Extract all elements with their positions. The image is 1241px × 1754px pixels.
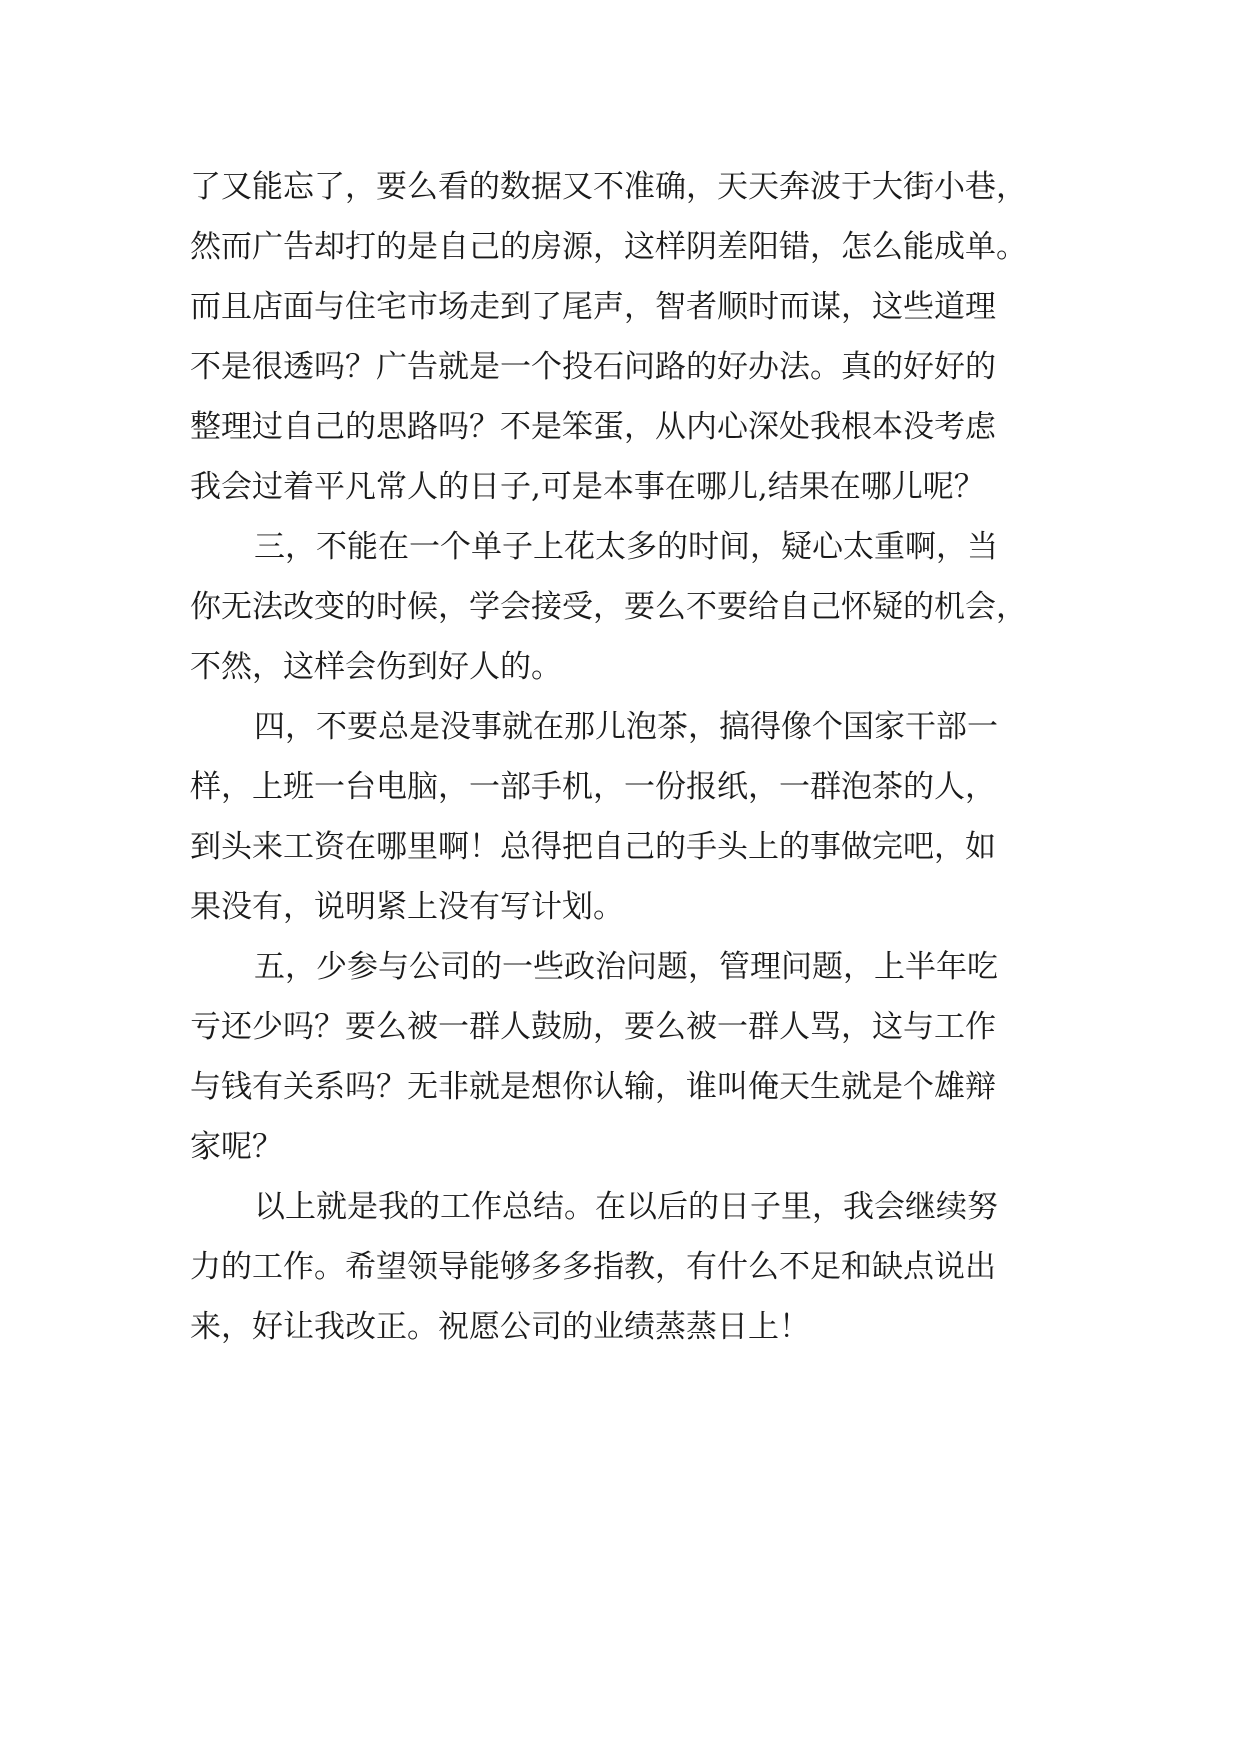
text-line: 四，不要总是没事就在那儿泡茶，搞得像个国家干部一 bbox=[254, 709, 998, 745]
text-line: 果没有，说明紧上没有写计划。 bbox=[190, 889, 624, 925]
paragraph-continued bbox=[190, 157, 1060, 517]
text-line: 整理过自己的思路吗？不是笨蛋，从内心深处我根本没考虑 bbox=[190, 409, 996, 445]
body-text bbox=[190, 157, 1060, 1357]
text-line: 力的工作。希望领导能够多多指教，有什么不足和缺点说出 bbox=[190, 1249, 996, 1285]
text-line: 三，不能在一个单子上花太多的时间，疑心太重啊，当 bbox=[254, 529, 998, 565]
text-line: 而且店面与住宅市场走到了尾声，智者顺时而谋，这些道理 bbox=[190, 289, 996, 325]
text-line: 与钱有关系吗？无非就是想你认输，谁叫俺天生就是个雄辩 bbox=[190, 1069, 996, 1105]
text-line: 不是很透吗？广告就是一个投石问路的好办法。真的好好的 bbox=[190, 349, 996, 385]
text-line: 了又能忘了，要么看的数据又不准确，天天奔波于大街小巷， bbox=[190, 169, 1027, 205]
text-line: 我会过着平凡常人的日子,可是本事在哪儿,结果在哪儿呢？ bbox=[190, 469, 985, 505]
text-line: 以上就是我的工作总结。在以后的日子里，我会继续努 bbox=[254, 1189, 998, 1225]
text-line: 亏还少吗？要么被一群人鼓励，要么被一群人骂，这与工作 bbox=[190, 1009, 996, 1045]
text-line: 到头来工资在哪里啊！总得把自己的手头上的事做完吧，如 bbox=[190, 829, 996, 865]
paragraph-five bbox=[190, 937, 1060, 1177]
text-line: 家呢？ bbox=[190, 1129, 283, 1165]
text-line: 五，少参与公司的一些政治问题，管理问题，上半年吃 bbox=[254, 949, 998, 985]
text-line: 来，好让我改正。祝愿公司的业绩蒸蒸日上！ bbox=[190, 1309, 810, 1345]
paragraph-conclusion bbox=[190, 1177, 1060, 1357]
text-line: 然而广告却打的是自己的房源，这样阴差阳错，怎么能成单。 bbox=[190, 229, 1027, 265]
text-line: 你无法改变的时候，学会接受，要么不要给自己怀疑的机会， bbox=[190, 589, 1027, 625]
paragraph-three bbox=[190, 517, 1060, 697]
paragraph-four bbox=[190, 697, 1060, 937]
text-line: 不然，这样会伤到好人的。 bbox=[190, 649, 562, 685]
text-line: 样，上班一台电脑，一部手机，一份报纸，一群泡茶的人， bbox=[190, 769, 996, 805]
